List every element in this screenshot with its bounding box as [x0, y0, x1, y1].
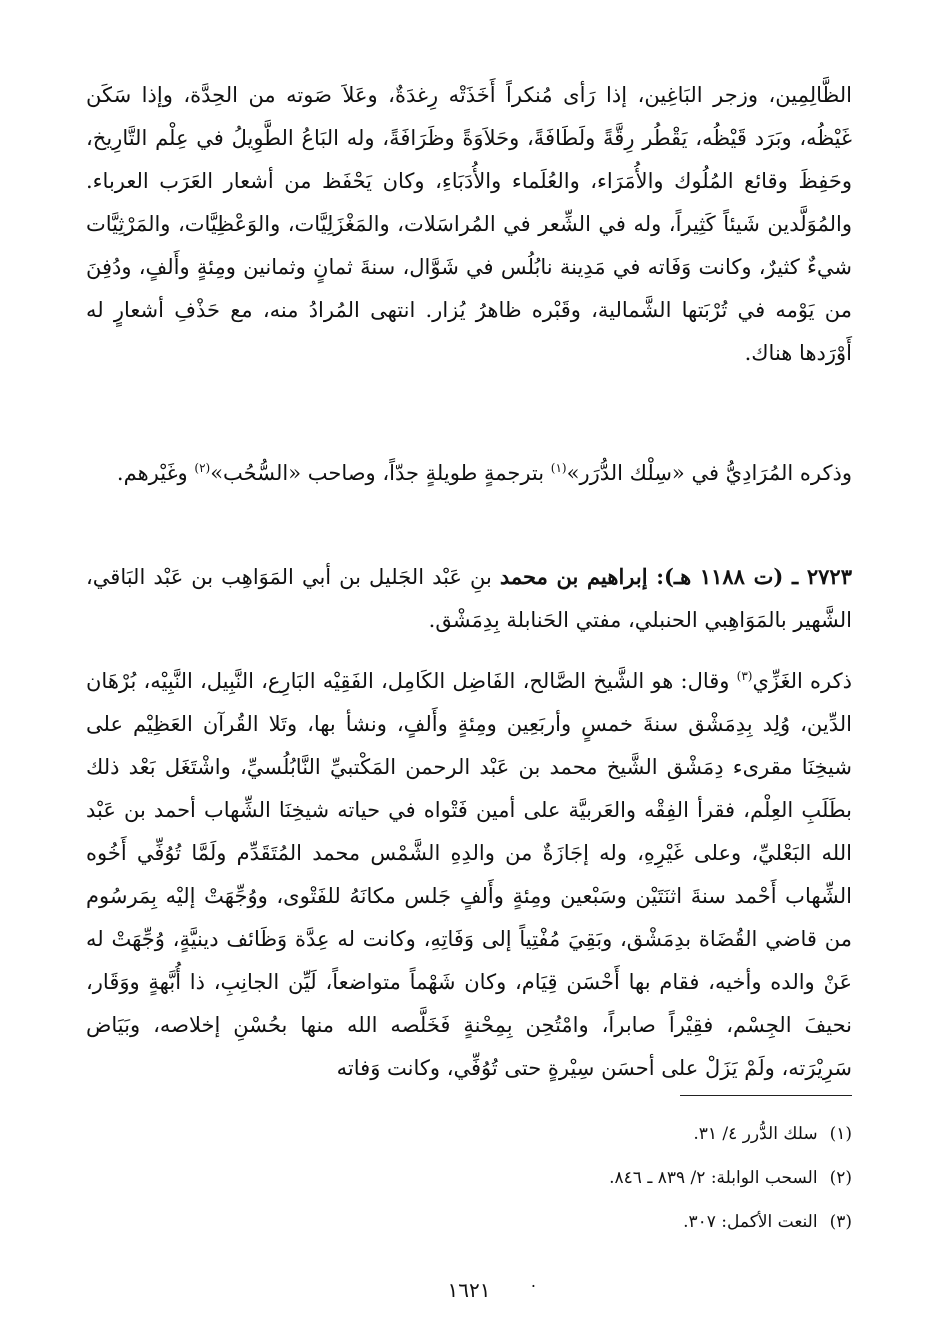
- footnote-separator: [680, 1095, 852, 1096]
- footnotes: [86, 1112, 852, 1244]
- footnote-number: (٣): [829, 1212, 852, 1232]
- footnote-ref-3[interactable]: (٣): [736, 669, 753, 683]
- footnote-number: (١): [829, 1124, 852, 1144]
- footnote-ref-2[interactable]: (٢): [194, 461, 211, 475]
- entry-name: إبراهيم بن محمد: [499, 564, 648, 589]
- footnote-text: السحب الوابلة: ٢/ ٨٣٩ ـ ٨٤٦.: [609, 1168, 818, 1188]
- entry-number: ٢٧٢٣ ـ (ت ١١٨٨ هـ):: [647, 564, 852, 589]
- paragraph-biography-continuation: [86, 74, 852, 375]
- text-span: وذكره المُرَادِيُّ في «سِلْك الدُّرَر»: [566, 461, 852, 485]
- text-span: ذكره الغَزِّي: [752, 669, 852, 693]
- footnote-number: (٢): [829, 1168, 852, 1188]
- paragraph-text: الظَّالِمِين، وزجر البَاغِين، إذا رَأى مُنكراً أَخَذَتْه رِغدَةٌ، وعَلاَ صَوته من الحِدَّة، وإذا سَكَن غَيْظُه، وبَرَد قَيْظُه، يَقْطُر رِقَّةً ولَطَافَةً، وحَلاَوَةً وظَرَافَةً، وله البَاعُ الطَّوِيلُ في عِلْم التَّارِيخ، وحَفِظَ وقائع المُلُوك والأُمَرَاء، والعُلَماء والأُدَبَاءِ، وكان يَحْفَظ من أشعار العَرَب العرباء. والمُوَلَّدين شَيئاً كَثِيراً، وله في الشِّعر في المُراسَلات، والمَغْزَلِيَّات، والوَعْظِيَّات، والمَرْثِيَّات شيءٌ كثيرٌ، وكانت وَفَاته في مَدِينة نابُلُس في شَوَّال، سنةَ ثمانٍ وثمانين ومِئةٍ وأَلفٍ، ودُفِنَ من يَوْمه في تُرْبَتها الشَّمالية، وقَبْره ظاهرُ يُزار. انتهى المُرادُ منه، مع حَذْفِ أشعارٍ له أَوْرَدها هناك.: [86, 83, 852, 365]
- document-page: [86, 60, 852, 1330]
- paragraph-text: [86, 555, 852, 642]
- entry-lineage: بنِ عَبْد الجَليل بن أبي المَوَاهِب بن عَبْد البَاقي، الشَّهير بالمَوَاهِبي الحنبلي، مفتي الحَنابلة بِدِمَشْق.: [86, 565, 852, 632]
- text-span: وقال: هو الشَّيخ الصَّالح، الفَاضِل الكَامِل، الفَقِيْه البَارِع، النَّبِيل، النَّبِيْه، بُرْهَان الدِّين، وُلِد بِدِمَشْق سنةَ خمسٍ وأربَعِين ومِئةٍ وأَلفٍ، ونشأ بها، وتَلا القُرآن العَظِيْم على شيخِنَا مقرىء دِمَشْق الشَّيخ محمد بن عَبْد الرحمن المَكْتبيِّ النَّابُلُسيِّ، واشْتَغَل بَعْد ذلك بطَلَبِ العِلْم، فقرأ الفِقْه والعَربيَّة على أمين فَتْواه في حياته شيخِنَا الشِّهاب أحمد بن عَبْد الله البَعْليِّ، وعلى غَيْرِهِ، وله إجَازَةٌ من والدِهِ الشَّمْس محمد المُتَقَدِّم ولَمَّا تُوُفِّي أَخُوه الشِّهاب أَحْمد سنةَ اثنَتَيْن وسَبْعين ومِئةٍ وأَلفٍ جَلس مكانَهُ للفَتْوى، ووُجِّهَتْ إليْه بِمَرسُوم من قاضي القُضَاة بدِمَشْق، وبَقِيَ مُفْتِياً إلى وَفَاتِهِ، وكانت له عِدَّة وَظَائف دينيَّةٍ، وُجِّهَتْ له عَنْ والده وأخيه، فقام بها أَحْسَن قِيَام، وكان شَهْماً متواضعاً، لَيِّن الجانِبِ، ذا أُبَّهةٍ ووَقَار، نحيفَ الجِسْم، فقِيْراً صابراً، وامْتُحِن بِمِحْنةٍ فَخَلَّصه الله منها بحُسْنِ إخلاصه، وبَيَاض سَرِيْرَته، ولَمْ يَزَلْ على أحسَن سِيْرةٍ حتى تُوُفِّي، وكانت وَفاته: [86, 669, 852, 1080]
- ornament-dot: .: [530, 1272, 536, 1291]
- footnote-text: النعت الأكمل: ٣٠٧.: [683, 1212, 818, 1232]
- paragraph-text: [86, 452, 852, 495]
- text-span: وغَيْرهم.: [116, 461, 195, 485]
- paragraph-references: [86, 452, 852, 495]
- footnote-text: سلك الدُّرر ٤/ ٣١.: [693, 1124, 818, 1144]
- footnote-1: [86, 1112, 852, 1156]
- entry-heading-2723: [86, 555, 852, 642]
- paragraph-entry-body: [86, 660, 852, 1090]
- footnote-3: [86, 1200, 852, 1244]
- footnote-2: [86, 1156, 852, 1200]
- paragraph-text: [86, 660, 852, 1090]
- footnote-ref-1[interactable]: (١): [550, 461, 567, 475]
- page-number: ١٦٢١: [447, 1278, 491, 1302]
- text-span: بترجمةٍ طويلةٍ جدّاً، وصاحب «السُّحُب»: [210, 461, 551, 485]
